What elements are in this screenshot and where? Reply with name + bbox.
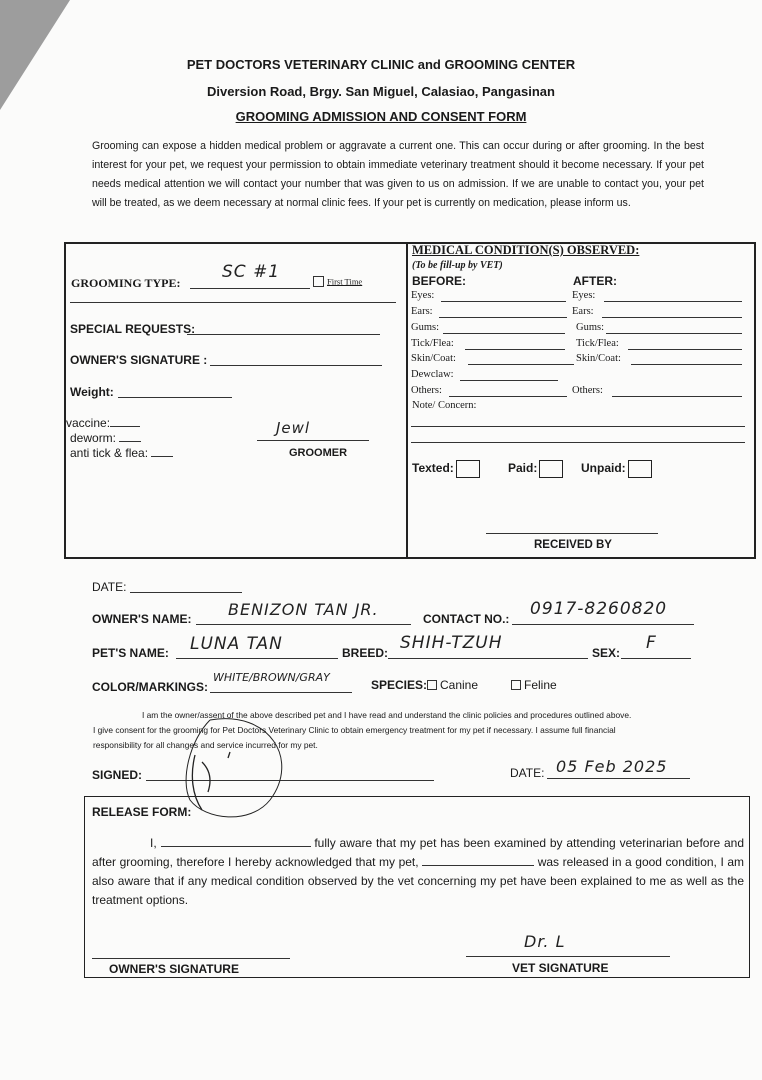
- contact-line: [512, 624, 694, 625]
- vaccine-row: [66, 416, 140, 430]
- release-vet-sig-label: VET SIGNATURE: [512, 961, 609, 975]
- texted-label: Texted:: [412, 461, 454, 476]
- medical-subtitle: (To be fill-up by VET): [412, 260, 503, 271]
- after-item-label: Tick/Flea:: [576, 338, 619, 349]
- before-label: BEFORE:: [412, 274, 466, 288]
- groomer-signature: Jewl: [276, 419, 311, 437]
- species-label: SPECIES:: [371, 678, 428, 692]
- release-text-2: fully aware that my pet has been examined by attending veterinarian before and after grooming, therefore I hereby acknowledged that my pet,: [92, 836, 744, 869]
- unpaid-box[interactable]: [628, 460, 652, 478]
- breed-value[interactable]: SHIH-TZUH: [400, 633, 503, 653]
- after-label: AFTER:: [573, 274, 617, 288]
- consent-date-line: [547, 778, 690, 779]
- note-label: Note/ Concern:: [412, 400, 477, 411]
- owner-name-value[interactable]: BENIZON TAN JR.: [228, 600, 379, 619]
- received-by-label: RECEIVED BY: [534, 539, 612, 551]
- release-title: RELEASE FORM:: [92, 805, 192, 819]
- sex-line: [621, 658, 691, 659]
- after-item-line[interactable]: [612, 396, 742, 397]
- note-line-1[interactable]: [411, 426, 745, 427]
- after-item-line[interactable]: [602, 317, 742, 318]
- note-line-2[interactable]: [411, 442, 745, 443]
- consent-date-label: DATE:: [510, 766, 545, 780]
- release-paragraph: [92, 834, 744, 910]
- grooming-extra-line: [70, 302, 396, 303]
- deworm-label: deworm:: [70, 431, 117, 445]
- medical-title: MEDICAL CONDITION(S) OBSERVED:: [412, 243, 640, 257]
- after-item-line[interactable]: [631, 364, 742, 365]
- breed-label: BREED:: [342, 646, 389, 660]
- canine-label: Canine: [440, 678, 479, 692]
- after-item-line[interactable]: [628, 349, 742, 350]
- canine-option[interactable]: [427, 678, 478, 692]
- pet-name-line: [176, 658, 338, 659]
- before-item-line[interactable]: [449, 396, 567, 397]
- paid-label: Paid:: [508, 461, 538, 476]
- feline-option[interactable]: [511, 678, 557, 692]
- first-time-label: First Time: [327, 276, 363, 287]
- grooming-type-value[interactable]: SC #1: [222, 262, 281, 282]
- deworm-row: [70, 431, 141, 445]
- grooming-type-label: GROOMING TYPE:: [71, 276, 181, 290]
- after-item-label: Ears:: [572, 306, 594, 317]
- owner-signature-label: OWNER'S SIGNATURE :: [70, 353, 208, 367]
- contact-value[interactable]: 0917-8260820: [530, 599, 668, 619]
- consent-line-3: responsibility for all changes and service incurred for my pet.: [93, 740, 318, 750]
- vet-signature-handwriting: Dr. L: [524, 932, 566, 951]
- before-item-label: Gums:: [411, 322, 440, 333]
- weight-line[interactable]: [118, 397, 232, 398]
- pet-name-label: PET'S NAME:: [92, 646, 169, 660]
- special-requests-label: SPECIAL REQUESTS:: [70, 322, 196, 336]
- unpaid-label: Unpaid:: [581, 461, 626, 476]
- owner-signature-line[interactable]: [210, 365, 382, 366]
- groomer-label: GROOMER: [289, 447, 348, 459]
- texted-box[interactable]: [456, 460, 480, 478]
- vaccine-label: vaccine:: [66, 416, 111, 430]
- form-title: GROOMING ADMISSION AND CONSENT FORM: [235, 109, 527, 124]
- feline-label: Feline: [524, 678, 557, 692]
- after-item-label: Skin/Coat:: [576, 353, 621, 364]
- release-owner-sig-line[interactable]: [92, 958, 290, 959]
- first-time-checkbox[interactable]: [313, 276, 362, 289]
- before-item-label: Dewclaw:: [411, 369, 454, 380]
- before-item-label: Others:: [411, 385, 442, 396]
- contact-label: CONTACT NO.:: [423, 612, 510, 626]
- sex-value[interactable]: F: [646, 633, 657, 653]
- release-pet-blank[interactable]: [422, 865, 534, 866]
- consent-date-value[interactable]: 05 Feb 2025: [556, 757, 668, 776]
- canine-checkbox[interactable]: [427, 680, 437, 690]
- before-item-label: Eyes:: [411, 290, 435, 301]
- date-label: DATE:: [92, 580, 127, 594]
- box-divider: [406, 244, 408, 557]
- before-item-line[interactable]: [443, 333, 565, 334]
- groomer-line: [257, 440, 369, 441]
- date-line[interactable]: [130, 592, 242, 593]
- owner-name-line: [196, 624, 411, 625]
- consent-line-1: I am the owner/assent of the above described pet and I have read and understand the clinic policies and procedures outlined above.: [142, 710, 632, 720]
- after-item-label: Gums:: [576, 322, 605, 333]
- pet-name-value[interactable]: LUNA TAN: [190, 634, 283, 654]
- before-item-line[interactable]: [439, 317, 567, 318]
- consent-line-2: I give consent for the grooming for Pet Doctors Veterinary Clinic to obtain emergency treatment for my pet if necessary. I assume full financial: [93, 725, 616, 735]
- weight-label: Weight:: [70, 385, 114, 399]
- vaccine-line[interactable]: [110, 426, 140, 427]
- color-label: COLOR/MARKINGS:: [92, 680, 208, 694]
- received-by-line[interactable]: [486, 533, 658, 534]
- texted-field: [412, 460, 480, 478]
- after-item-label: Others:: [572, 385, 603, 396]
- release-text-1: I,: [150, 836, 161, 850]
- before-item-line[interactable]: [460, 380, 558, 381]
- sex-label: SEX:: [592, 646, 621, 660]
- before-item-label: Ears:: [411, 306, 433, 317]
- feline-checkbox[interactable]: [511, 680, 521, 690]
- first-time-box[interactable]: [313, 276, 324, 287]
- before-item-line[interactable]: [465, 349, 565, 350]
- color-line: [210, 692, 352, 693]
- anti-tick-label: anti tick & flea:: [70, 446, 149, 460]
- breed-line: [388, 658, 588, 659]
- before-item-label: Skin/Coat:: [411, 353, 456, 364]
- unpaid-field: [581, 460, 652, 478]
- special-requests-line[interactable]: [187, 334, 380, 335]
- deworm-line[interactable]: [119, 441, 141, 442]
- before-item-label: Tick/Flea:: [411, 338, 454, 349]
- after-item-line[interactable]: [604, 301, 742, 302]
- paid-field: [508, 460, 563, 478]
- signed-label: SIGNED:: [92, 768, 143, 782]
- intro-paragraph: Grooming can expose a hidden medical problem or aggravate a current one. This can occur during or after grooming. In the best interest for your pet, we request your permission to obtain immediate veterinary treatment should it become necessary. If your pet needs medical attention we will contact your number that was given to us on admission. If we are unable to contact you, your pet will be treated, as we deem necessary at normal clinic fees. If your pet is currently on medication, please inform us.: [92, 140, 704, 209]
- owner-name-label: OWNER'S NAME:: [92, 612, 192, 626]
- before-item-line[interactable]: [441, 301, 566, 302]
- paid-box[interactable]: [539, 460, 563, 478]
- grooming-type-line: [190, 288, 310, 289]
- release-owner-sig-label: OWNER'S SIGNATURE: [109, 962, 239, 976]
- clinic-address: Diversion Road, Brgy. San Miguel, Calasiao, Pangasinan: [207, 84, 555, 99]
- after-item-label: Eyes:: [572, 290, 596, 301]
- color-value[interactable]: WHITE/BROWN/GRAY: [213, 671, 330, 684]
- before-item-line[interactable]: [468, 364, 574, 365]
- after-item-line[interactable]: [606, 333, 742, 334]
- release-vet-sig-line[interactable]: [466, 956, 670, 957]
- clinic-name: PET DOCTORS VETERINARY CLINIC and GROOMING CENTER: [186, 57, 576, 72]
- anti-tick-line[interactable]: [151, 456, 173, 457]
- release-text-3: was released in a good condition, I am also aware that if any medical condition observed by the vet concerning my pet have been explained to me as well as the treatment options.: [92, 855, 745, 907]
- release-owner-blank[interactable]: [161, 846, 311, 847]
- anti-tick-row: [70, 446, 173, 460]
